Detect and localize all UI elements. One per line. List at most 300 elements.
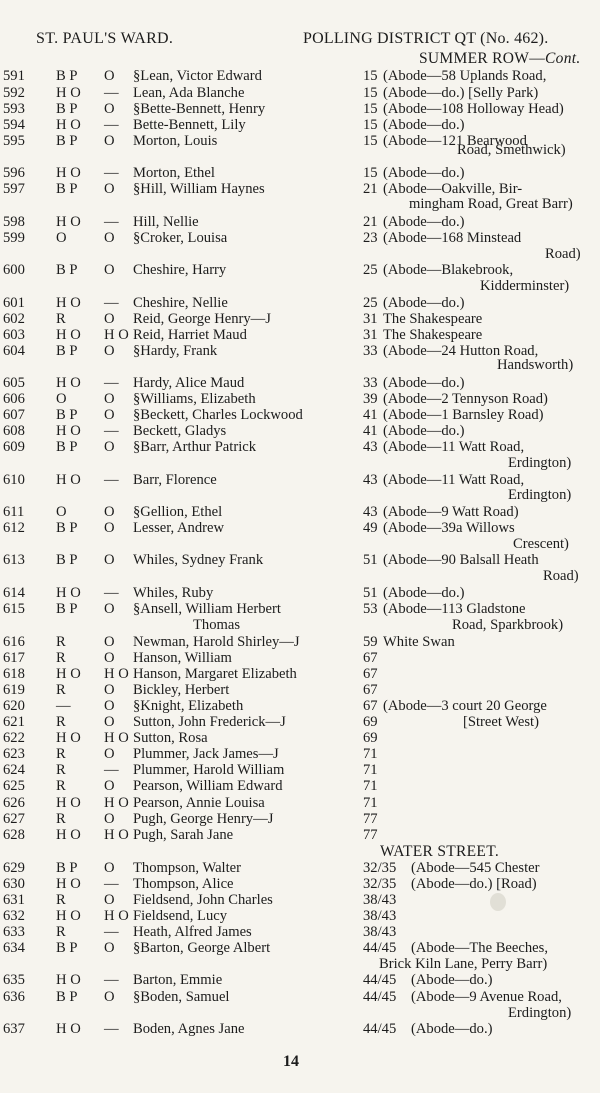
- abode-text: (Abode—58 Uplands Road,: [383, 68, 547, 84]
- qualification-code-secondary: —: [104, 762, 119, 778]
- abode-text: (Abode—do.): [411, 972, 493, 988]
- elector-number: 597: [3, 181, 25, 197]
- qualification-code-secondary: O: [104, 391, 115, 407]
- abode-continuation: [Street West): [463, 714, 539, 730]
- qualification-code: H O: [56, 165, 81, 181]
- qualification-code-secondary: —: [104, 472, 119, 488]
- qualification-code-secondary: O: [104, 407, 115, 423]
- abode-continuation: Erdington): [508, 487, 572, 503]
- house-number: 15: [363, 85, 378, 101]
- qualification-code: B P: [56, 439, 78, 455]
- qualification-code-secondary: O: [104, 989, 115, 1005]
- abode-continuation: Crescent): [513, 536, 569, 552]
- elector-number: 625: [3, 778, 25, 794]
- elector-number: 617: [3, 650, 25, 666]
- qualification-code-secondary: O: [104, 860, 115, 876]
- qualification-code-secondary: O: [104, 714, 115, 730]
- qualification-code-secondary: —: [104, 876, 119, 892]
- elector-number: 619: [3, 682, 25, 698]
- elector-row: [0, 682, 600, 699]
- elector-row: [0, 795, 600, 812]
- qualification-code: H O: [56, 972, 81, 988]
- elector-name: Barr, Florence: [133, 472, 217, 488]
- qualification-code-secondary: H O: [104, 730, 129, 746]
- house-number: 25: [363, 295, 378, 311]
- elector-name: Fieldsend, John Charles: [133, 892, 273, 908]
- house-number: 15: [363, 101, 378, 117]
- qualification-code-secondary: O: [104, 552, 115, 568]
- elector-row: [0, 762, 600, 779]
- abode-text: (Abode—do.): [383, 585, 465, 601]
- elector-number: 622: [3, 730, 25, 746]
- qualification-code: B P: [56, 989, 78, 1005]
- abode-text: (Abode—9 Watt Road): [383, 504, 519, 520]
- elector-row: [0, 552, 600, 569]
- house-number: 39: [363, 391, 378, 407]
- house-number: 15: [363, 165, 378, 181]
- elector-row: [0, 375, 600, 392]
- elector-row: [0, 68, 600, 85]
- abode-text: (Abode—545 Chester: [411, 860, 540, 876]
- elector-name: §Knight, Elizabeth: [133, 698, 244, 714]
- elector-name: Whiles, Ruby: [133, 585, 214, 601]
- qualification-code-secondary: —: [104, 165, 119, 181]
- house-number: 21: [363, 181, 378, 197]
- elector-number: 620: [3, 698, 25, 714]
- qualification-code-secondary: O: [104, 311, 115, 327]
- elector-name: Morton, Ethel: [133, 165, 215, 181]
- polling-district-heading: POLLING DISTRICT QT (No. 462).: [303, 30, 549, 47]
- house-number: 41: [363, 423, 378, 439]
- elector-number: 630: [3, 876, 25, 892]
- qualification-code-secondary: O: [104, 634, 115, 650]
- house-number: 44/45: [363, 940, 397, 956]
- elector-name: Reid, Harriet Maud: [133, 327, 247, 343]
- qualification-code: H O: [56, 1021, 81, 1037]
- abode-text: (Abode—do.): [383, 375, 465, 391]
- qualification-code-secondary: O: [104, 504, 115, 520]
- elector-name: Morton, Louis: [133, 133, 218, 149]
- elector-row: [0, 423, 600, 440]
- abode-continuation: Road, Sparkbrook): [452, 617, 564, 633]
- qualification-code-secondary: O: [104, 439, 115, 455]
- elector-row: [0, 262, 600, 279]
- qualification-code: H O: [56, 214, 81, 230]
- abode-text: (Abode—3 court 20 George: [383, 698, 547, 714]
- house-number: 32/35: [363, 876, 397, 892]
- qualification-code-secondary: H O: [104, 666, 129, 682]
- house-number: 41: [363, 407, 378, 423]
- abode-text: (Abode—Blakebrook,: [383, 262, 514, 278]
- house-number: 71: [363, 762, 378, 778]
- abode-continuation: Road): [545, 246, 581, 262]
- house-number: 33: [363, 343, 378, 359]
- qualification-code-secondary: —: [104, 924, 119, 940]
- house-number: 32/35: [363, 860, 397, 876]
- elector-row: [0, 746, 600, 763]
- qualification-code: O: [56, 230, 67, 246]
- elector-row: [0, 811, 600, 828]
- qualification-code: R: [56, 634, 66, 650]
- abode-text: (Abode—do.): [383, 214, 465, 230]
- elector-number: 608: [3, 423, 25, 439]
- elector-number: 618: [3, 666, 25, 682]
- house-number: 49: [363, 520, 378, 536]
- elector-row: [0, 650, 600, 667]
- elector-row: [0, 585, 600, 602]
- elector-number: 602: [3, 311, 25, 327]
- qualification-code: B P: [56, 101, 78, 117]
- qualification-code: H O: [56, 908, 81, 924]
- qualification-code-secondary: —: [104, 585, 119, 601]
- house-number: 21: [363, 214, 378, 230]
- elector-row: [0, 860, 600, 877]
- elector-number: 612: [3, 520, 25, 536]
- elector-name: §Beckett, Charles Lockwood: [133, 407, 303, 423]
- elector-number: 624: [3, 762, 25, 778]
- qualification-code: B P: [56, 520, 78, 536]
- abode-continuation: mingham Road, Great Barr): [409, 196, 573, 212]
- qualification-code: O: [56, 391, 67, 407]
- elector-name: Boden, Agnes Jane: [133, 1021, 245, 1037]
- elector-number: 615: [3, 601, 25, 617]
- elector-row: [0, 311, 600, 328]
- abode-text: (Abode—11 Watt Road,: [383, 472, 525, 488]
- qualification-code: R: [56, 924, 66, 940]
- elector-name: Fieldsend, Lucy: [133, 908, 228, 924]
- house-number: 15: [363, 68, 378, 84]
- elector-row: [0, 439, 600, 456]
- qualification-code-secondary: H O: [104, 795, 129, 811]
- elector-number: 616: [3, 634, 25, 650]
- qualification-code-secondary: H O: [104, 908, 129, 924]
- elector-name: §Hardy, Frank: [133, 343, 218, 359]
- house-number: 77: [363, 827, 378, 843]
- abode-text: The Shakespeare: [383, 327, 483, 343]
- street-name: SUMMER ROW—: [419, 50, 546, 67]
- elector-name: §Croker, Louisa: [133, 230, 228, 246]
- house-number: 51: [363, 552, 378, 568]
- house-number: 67: [363, 666, 378, 682]
- qualification-code: R: [56, 682, 66, 698]
- house-number: 44/45: [363, 989, 397, 1005]
- elector-row: [0, 327, 600, 344]
- elector-row: [0, 908, 600, 925]
- qualification-code-secondary: O: [104, 650, 115, 666]
- elector-name: Reid, George Henry—J: [133, 311, 271, 327]
- house-number: 25: [363, 262, 378, 278]
- page-number: 14: [283, 1053, 299, 1070]
- elector-name: Newman, Harold Shirley—J: [133, 634, 300, 650]
- elector-number: 610: [3, 472, 25, 488]
- elector-number: 606: [3, 391, 25, 407]
- paper-stain: [490, 893, 506, 911]
- elector-row: [0, 407, 600, 424]
- elector-row: [0, 165, 600, 182]
- house-number: 23: [363, 230, 378, 246]
- elector-name: Bickley, Herbert: [133, 682, 230, 698]
- elector-name: Bette-Bennett, Lily: [133, 117, 246, 133]
- elector-row: [0, 214, 600, 231]
- qualification-code-secondary: —: [104, 1021, 119, 1037]
- elector-row: [0, 520, 600, 537]
- elector-number: 614: [3, 585, 25, 601]
- elector-number: 604: [3, 343, 25, 359]
- elector-name: Hanson, Margaret Elizabeth: [133, 666, 297, 682]
- qualification-code-secondary: —: [104, 117, 119, 133]
- qualification-code: H O: [56, 730, 81, 746]
- abode-text: (Abode—do.): [383, 295, 465, 311]
- elector-number: 628: [3, 827, 25, 843]
- elector-row: [0, 876, 600, 893]
- elector-name: §Boden, Samuel: [133, 989, 230, 1005]
- elector-row: [0, 1021, 600, 1038]
- elector-row: [0, 101, 600, 118]
- qualification-code-secondary: —: [104, 375, 119, 391]
- abode-text: (Abode—11 Watt Road,: [383, 439, 525, 455]
- qualification-code-secondary: O: [104, 181, 115, 197]
- abode-continuation: Brick Kiln Lane, Perry Barr): [379, 956, 548, 972]
- elector-number: 592: [3, 85, 25, 101]
- qualification-code: R: [56, 714, 66, 730]
- abode-text: (Abode—do.) [Road): [411, 876, 537, 892]
- abode-continuation: Erdington): [508, 455, 572, 471]
- qualification-code: B P: [56, 181, 78, 197]
- qualification-code-secondary: —: [104, 423, 119, 439]
- house-number: 53: [363, 601, 378, 617]
- elector-number: 591: [3, 68, 25, 84]
- abode-text: (Abode—108 Holloway Head): [383, 101, 564, 117]
- house-number: 67: [363, 682, 378, 698]
- abode-text: (Abode—do.): [383, 117, 465, 133]
- house-number: 38/43: [363, 924, 397, 940]
- house-number: 67: [363, 698, 378, 714]
- abode-text: The Shakespeare: [383, 311, 483, 327]
- elector-number: 635: [3, 972, 25, 988]
- qualification-code: —: [56, 698, 71, 714]
- elector-name: Whiles, Sydney Frank: [133, 552, 264, 568]
- elector-name: Lesser, Andrew: [133, 520, 225, 536]
- abode-text: (Abode—The Beeches,: [411, 940, 548, 956]
- elector-name: Hill, Nellie: [133, 214, 199, 230]
- qualification-code-secondary: O: [104, 262, 115, 278]
- house-number: 69: [363, 730, 378, 746]
- elector-row: [0, 698, 600, 715]
- qualification-code: H O: [56, 423, 81, 439]
- qualification-code-secondary: O: [104, 698, 115, 714]
- qualification-code: H O: [56, 876, 81, 892]
- qualification-code: R: [56, 311, 66, 327]
- elector-number: 632: [3, 908, 25, 924]
- abode-text: (Abode—do.): [411, 1021, 493, 1037]
- house-number: 43: [363, 472, 378, 488]
- elector-name: Sutton, John Frederick—J: [133, 714, 286, 730]
- elector-row: [0, 85, 600, 102]
- elector-name: Barton, Emmie: [133, 972, 223, 988]
- elector-row: [0, 230, 600, 247]
- abode-continuation: Road, Smethwick): [457, 142, 566, 158]
- qualification-code-secondary: O: [104, 811, 115, 827]
- house-number: 51: [363, 585, 378, 601]
- elector-name: Pearson, Annie Louisa: [133, 795, 265, 811]
- abode-text: (Abode—1 Barnsley Road): [383, 407, 544, 423]
- elector-number: 601: [3, 295, 25, 311]
- qualification-code-secondary: O: [104, 682, 115, 698]
- elector-row: [0, 892, 600, 909]
- house-number: 77: [363, 811, 378, 827]
- abode-text: White Swan: [383, 634, 455, 650]
- house-number: 15: [363, 117, 378, 133]
- elector-number: 596: [3, 165, 25, 181]
- qualification-code-secondary: —: [104, 972, 119, 988]
- elector-name: §Barton, George Albert: [133, 940, 271, 956]
- elector-number: 609: [3, 439, 25, 455]
- qualification-code: O: [56, 504, 67, 520]
- qualification-code: H O: [56, 666, 81, 682]
- abode-text: (Abode—113 Gladstone: [383, 601, 526, 617]
- house-number: 67: [363, 650, 378, 666]
- elector-name: Pearson, William Edward: [133, 778, 283, 794]
- elector-number: 626: [3, 795, 25, 811]
- qualification-code-secondary: —: [104, 295, 119, 311]
- elector-row: [0, 117, 600, 134]
- elector-number: 611: [3, 504, 25, 520]
- house-number: 43: [363, 439, 378, 455]
- qualification-code: B P: [56, 133, 78, 149]
- abode-text: (Abode—9 Avenue Road,: [411, 989, 562, 1005]
- elector-number: 633: [3, 924, 25, 940]
- elector-number: 621: [3, 714, 25, 730]
- elector-name: §Gellion, Ethel: [133, 504, 223, 520]
- qualification-code: B P: [56, 68, 78, 84]
- qualification-code-secondary: O: [104, 892, 115, 908]
- abode-text: (Abode—121 Bearwood: [383, 133, 527, 149]
- house-number: 15: [363, 133, 378, 149]
- elector-row: [0, 940, 600, 957]
- qualification-code-secondary: O: [104, 133, 115, 149]
- qualification-code: H O: [56, 827, 81, 843]
- qualification-code: B P: [56, 262, 78, 278]
- qualification-code-secondary: O: [104, 230, 115, 246]
- house-number: 69: [363, 714, 378, 730]
- elector-row: [0, 504, 600, 521]
- qualification-code: R: [56, 892, 66, 908]
- elector-row: [0, 924, 600, 941]
- elector-row: [0, 989, 600, 1006]
- qualification-code-secondary: O: [104, 746, 115, 762]
- elector-name: Heath, Alfred James: [133, 924, 252, 940]
- elector-number: 634: [3, 940, 25, 956]
- elector-number: 605: [3, 375, 25, 391]
- abode-text: (Abode—do.) [Selly Park): [383, 85, 539, 101]
- qualification-code-secondary: O: [104, 101, 115, 117]
- qualification-code-secondary: H O: [104, 827, 129, 843]
- elector-number: 631: [3, 892, 25, 908]
- house-number: 59: [363, 634, 378, 650]
- elector-number: 598: [3, 214, 25, 230]
- qualification-code-secondary: O: [104, 343, 115, 359]
- elector-row: [0, 391, 600, 408]
- abode-text: (Abode—24 Hutton Road,: [383, 343, 539, 359]
- elector-name: Thompson, Walter: [133, 860, 241, 876]
- abode-text: (Abode—Oakville, Bir-: [383, 181, 523, 197]
- elector-number: 599: [3, 230, 25, 246]
- elector-number: 623: [3, 746, 25, 762]
- elector-name: §Williams, Elizabeth: [133, 391, 256, 407]
- elector-name: §Lean, Victor Edward: [133, 68, 262, 84]
- house-number: 31: [363, 311, 378, 327]
- qualification-code-secondary: —: [104, 214, 119, 230]
- elector-row: [0, 827, 600, 844]
- qualification-code: H O: [56, 585, 81, 601]
- elector-row: [0, 601, 600, 618]
- elector-name: Pugh, George Henry—J: [133, 811, 274, 827]
- elector-number: 636: [3, 989, 25, 1005]
- qualification-code-secondary: O: [104, 68, 115, 84]
- abode-continuation: Road): [543, 568, 579, 584]
- house-number: 44/45: [363, 972, 397, 988]
- elector-number: 600: [3, 262, 25, 278]
- street-heading-water-street: WATER STREET.: [380, 843, 499, 860]
- house-number: 43: [363, 504, 378, 520]
- abode-text: (Abode—90 Balsall Heath: [383, 552, 539, 568]
- abode-text: (Abode—2 Tennyson Road): [383, 391, 548, 407]
- elector-name: §Bette-Bennett, Henry: [133, 101, 266, 117]
- qualification-code: H O: [56, 295, 81, 311]
- house-number: 31: [363, 327, 378, 343]
- elector-number: 607: [3, 407, 25, 423]
- qualification-code-secondary: H O: [104, 327, 129, 343]
- abode-text: (Abode—39a Willows: [383, 520, 515, 536]
- qualification-code: R: [56, 811, 66, 827]
- elector-name: Plummer, Harold William: [133, 762, 285, 778]
- abode-continuation: Erdington): [508, 1005, 572, 1021]
- qualification-code: H O: [56, 327, 81, 343]
- elector-name: Lean, Ada Blanche: [133, 85, 245, 101]
- elector-number: 595: [3, 133, 25, 149]
- house-number: 38/43: [363, 908, 397, 924]
- house-number: 33: [363, 375, 378, 391]
- house-number: 44/45: [363, 1021, 397, 1037]
- qualification-code: B P: [56, 343, 78, 359]
- qualification-code-secondary: O: [104, 601, 115, 617]
- qualification-code: R: [56, 762, 66, 778]
- elector-name: Pugh, Sarah Jane: [133, 827, 234, 843]
- qualification-code: B P: [56, 407, 78, 423]
- qualification-code: R: [56, 650, 66, 666]
- elector-name: Thompson, Alice: [133, 876, 234, 892]
- elector-number: 603: [3, 327, 25, 343]
- qualification-code: R: [56, 746, 66, 762]
- abode-text: (Abode—168 Minstead: [383, 230, 522, 246]
- elector-row: [0, 730, 600, 747]
- elector-name: Cheshire, Nellie: [133, 295, 228, 311]
- qualification-code: H O: [56, 375, 81, 391]
- qualification-code: R: [56, 778, 66, 794]
- qualification-code: H O: [56, 472, 81, 488]
- qualification-code-secondary: O: [104, 940, 115, 956]
- abode-text: (Abode—do.): [383, 165, 465, 181]
- elector-number: 594: [3, 117, 25, 133]
- qualification-code: B P: [56, 860, 78, 876]
- elector-name: §Hill, William Haynes: [133, 181, 265, 197]
- house-number: 71: [363, 746, 378, 762]
- ward-heading: ST. PAUL'S WARD.: [36, 30, 174, 47]
- abode-text: (Abode—do.): [383, 423, 465, 439]
- elector-number: 637: [3, 1021, 25, 1037]
- elector-name: Sutton, Rosa: [133, 730, 208, 746]
- elector-name: Cheshire, Harry: [133, 262, 227, 278]
